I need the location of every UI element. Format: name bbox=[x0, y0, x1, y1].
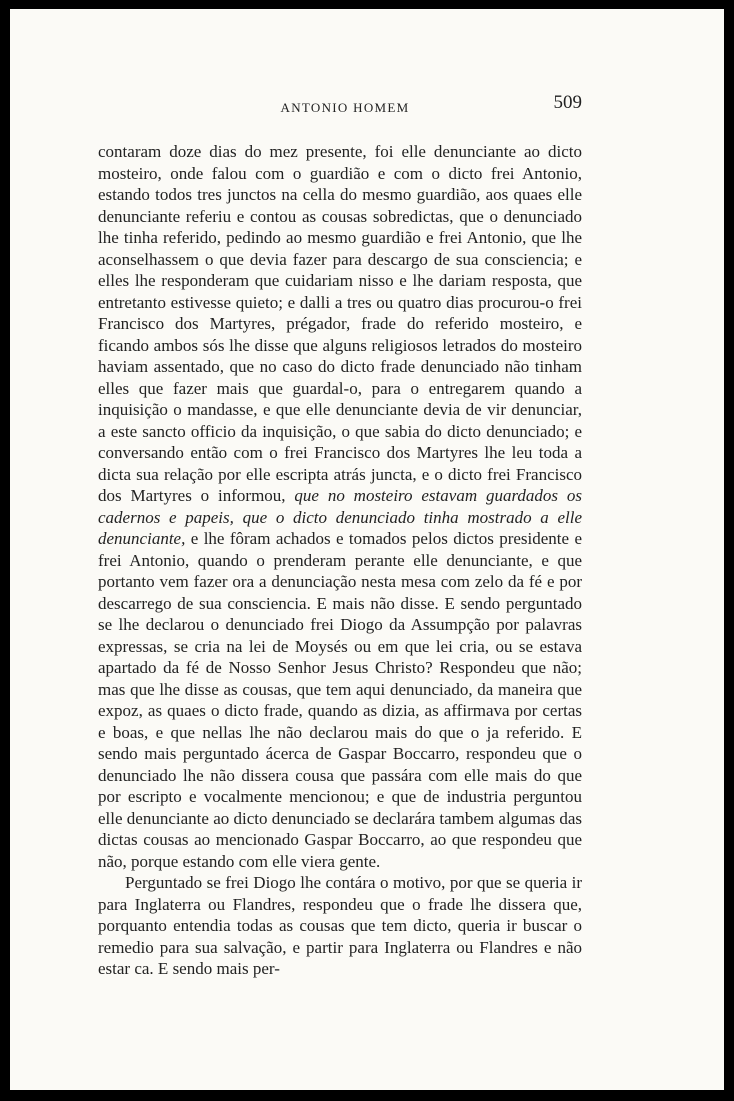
book-page bbox=[10, 9, 724, 1090]
running-header bbox=[108, 92, 582, 122]
running-title: ANTONIO HOMEM bbox=[280, 100, 410, 115]
paragraph-1-part-b: e lhe fôram achados e tomados pelos dictos presidente e frei Antonio, quando o prenderam perante elle denunciante, e que portanto vem fazer ora a denunciação nesta mesa com zelo da fé e por descarrego de sua consciencia. E mais não disse. E sendo perguntado se lhe declarou o denunciado frei Diogo da Assumpção por palavras expressas, se cria na lei de Moysés ou em que lei cria, ou se estava apartado da fé de Nosso Senhor Jesus Christo? Respondeu que não; mas que lhe disse as cousas, que tem aqui denunciado, da maneira que expoz, as quaes o dicto frade, quando as dizia, as affirmava por certas e boas, e que nellas lhe não declarou mais do que o ja referido. E sendo mais perguntado ácerca de Gaspar Boccarro, respondeu que o denunciado lhe não dissera cousa que passára com elle mais do que por escripto e vocalmente mencionou; e que de industria perguntou elle denunciante ao dicto denunciado se declarára tambem algumas das dictas cousas ao mencionado Gaspar Boccarro, ao que respondeu que não, porque estando com elle viera gente. bbox=[98, 529, 582, 871]
body-text bbox=[98, 141, 582, 980]
page-number: 509 bbox=[553, 92, 582, 113]
paragraph-1 bbox=[98, 141, 582, 872]
paragraph-2: Perguntado se frei Diogo lhe contára o motivo, por que se queria ir para Inglaterra ou Flandres, respondeu que o frade lhe dissera que, porquanto entendia todas as cousas que tem dicto, queria ir buscar o remedio para sua salvação, e partir para Inglaterra ou Flandres e não estar ca. E sendo mais per- bbox=[98, 873, 582, 978]
paragraph-1-part-a: contaram doze dias do mez presente, foi elle denunciante ao dicto mosteiro, onde falou com o guardião e com o dicto frei Antonio, estando todos tres junctos na cella do mesmo guardião, aos quaes elle denunciante referiu e contou as cousas sobredictas, que o denunciado lhe tinha referido, pedindo ao mesmo guardião e frei Antonio, que lhe aconselhassem o que devia fazer para descargo de sua consciencia; e elles lhe responderam que cuidariam nisso e lhe dariam resposta, que entretanto estivesse quieto; e dalli a tres ou quatro dias procurou-o frei Francisco dos Martyres, prégador, frade do referido mosteiro, e ficando ambos sós lhe disse que alguns religiosos letrados do mosteiro haviam assentado, que no caso do dicto frade denunciado não tinham elles que fazer mais que guardal-o, para o entregarem quando a inquisição o mandasse, e que elle denunciante devia de vir denunciar, a este sancto officio da inquisição, o que sabia do dicto denunciado; e conversando então com o frei Francisco dos Martyres lhe leu toda a dicta sua relação por elle escripta atrás juncta, e o dicto frei Francisco dos Martyres o informou, bbox=[98, 142, 582, 505]
italic-quote: que no mosteiro estavam guardados os cadernos e papeis, que o dicto denunciado tinha mostrado a elle denunciante, bbox=[98, 486, 583, 548]
